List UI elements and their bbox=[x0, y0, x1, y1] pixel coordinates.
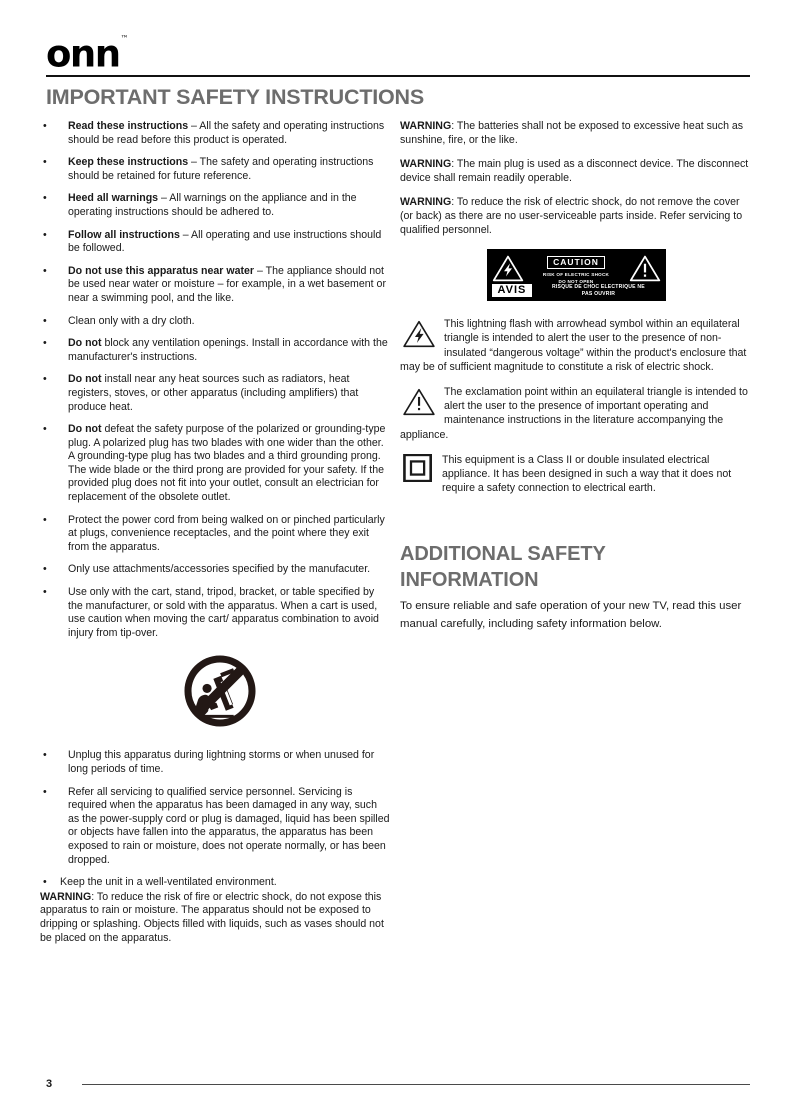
trademark-symbol: ™ bbox=[120, 34, 129, 43]
logo-wordmark: onn bbox=[46, 32, 120, 76]
exclamation-triangle-icon bbox=[402, 387, 436, 417]
bullet-icon: • bbox=[43, 513, 47, 526]
list-item-text: block any ventilation openings. Install in accordance with the manufacturer's instructions. bbox=[68, 337, 388, 363]
list-item bbox=[40, 265, 390, 306]
list-item-text: Clean only with a dry cloth. bbox=[68, 314, 195, 327]
lightning-bolt-triangle-icon bbox=[492, 255, 524, 282]
warning-text: : To reduce the risk of electric shock, do not remove the cover (or back) as there are no user-serviceable parts inside. Refer servicing to qualified personnel. bbox=[400, 196, 743, 236]
list-item bbox=[40, 514, 390, 555]
avis-line-1: RISQUE DE CHOC ELECTRIQUE NE bbox=[552, 284, 645, 291]
list-item-text: Keep the unit in a well-ventilated environment. bbox=[60, 876, 277, 889]
list-item bbox=[40, 876, 390, 890]
warning-text: : The main plug is used as a disconnect device. The disconnect device shall remain readily operable. bbox=[400, 158, 749, 184]
page-footer bbox=[46, 1078, 750, 1090]
bullet-icon: • bbox=[43, 337, 47, 350]
list-item-text: – All warnings on the appliance and in the operating instructions should be adhered to. bbox=[68, 192, 357, 218]
avis-line-2: PAS OUVRIR bbox=[581, 290, 616, 297]
right-column bbox=[400, 120, 752, 633]
list-item bbox=[40, 786, 390, 868]
cart-tipover-figure bbox=[40, 654, 390, 733]
avis-row bbox=[492, 284, 661, 297]
bullet-icon: • bbox=[43, 192, 47, 205]
list-item bbox=[40, 749, 390, 776]
final-warning-paragraph bbox=[40, 891, 390, 945]
list-item-text: Refer all servicing to qualified service personnel. Servicing is required when the apparatus has been damaged in any way, such as the power-supply cord or plug is damaged, liquid has been spilled or objects have fallen into the apparatus, the apparatus has been exposed to rain or moisture, does not operate normally, or has been dropped. bbox=[68, 785, 390, 866]
warning-text: : The batteries shall not be exposed to excessive heat such as sunshine, fire, or the like. bbox=[400, 120, 744, 146]
section-title bbox=[400, 541, 752, 593]
page-number: 3 bbox=[46, 1078, 53, 1090]
list-item bbox=[40, 337, 390, 364]
class-two-double-insulated-icon bbox=[403, 454, 433, 482]
list-item-lead: Do not use this apparatus near water bbox=[68, 264, 255, 277]
list-item-text: Use only with the cart, stand, tripod, bracket, or table specified by the manufacturer, or sold with the apparatus. When a cart is used, use caution when moving the cart/ apparatus combination to avoid injury from tip-over. bbox=[68, 586, 379, 639]
onn-brand-logo bbox=[46, 32, 129, 76]
no-cart-tipover-icon bbox=[183, 654, 257, 728]
list-item-text: – All the safety and operating instructions should be read before this product is operated. bbox=[68, 120, 385, 146]
left-column bbox=[40, 120, 390, 955]
header-divider-rule bbox=[46, 75, 750, 77]
list-item-lead: Follow all instructions bbox=[68, 228, 180, 241]
caution-top-row bbox=[492, 254, 661, 285]
caution-line-1: RISK OF ELECTRIC SHOCK bbox=[542, 271, 610, 277]
warning-paragraph bbox=[400, 120, 752, 147]
bullet-icon: • bbox=[43, 785, 47, 798]
bullet-icon: • bbox=[43, 228, 47, 241]
bullet-icon: • bbox=[43, 586, 47, 599]
list-item-lead: Keep these instructions bbox=[68, 156, 189, 169]
caution-line-2: DO NOT OPEN bbox=[558, 279, 594, 285]
list-item-lead: Heed all warnings bbox=[68, 192, 159, 205]
list-item bbox=[40, 563, 390, 577]
bullet-icon: • bbox=[43, 120, 47, 132]
list-item-text: install near any heat sources such as radiators, heat registers, stoves, or other apparatus (including amplifiers) that produce heat. bbox=[68, 373, 359, 413]
list-item-text: Protect the power cord from being walked on or pinched particularly at plugs, convenience receptacles, and the point where they exit from the apparatus. bbox=[68, 513, 385, 553]
symbol-explanation-block bbox=[400, 453, 752, 496]
list-item bbox=[40, 192, 390, 219]
bullet-icon: • bbox=[43, 563, 47, 576]
warning-label: WARNING bbox=[40, 890, 92, 903]
list-item bbox=[40, 120, 390, 147]
avis-text bbox=[532, 284, 660, 296]
warning-label: WARNING bbox=[400, 120, 452, 132]
warning-paragraph bbox=[400, 158, 752, 185]
bullet-icon: • bbox=[43, 423, 47, 436]
bullet-icon: • bbox=[43, 264, 47, 277]
list-item-lead: Do not bbox=[68, 423, 102, 436]
warning-text: : To reduce the risk of fire or electric shock, do not expose this apparatus to rain or moisture. The apparatus should not be exposed to dripping or splashing. Objects filled with liquids, such as vases should not be placed on the apparatus. bbox=[40, 890, 384, 944]
avis-word: AVIS bbox=[492, 284, 533, 297]
caution-center-text bbox=[524, 252, 629, 285]
bullet-icon: • bbox=[43, 314, 47, 327]
safety-instruction-list-continued bbox=[40, 749, 390, 889]
symbol-explanation-text: This equipment is a Class II or double insulated electrical appliance. It has been designed in such a way that it does not require a safety connection to electrical earth. bbox=[442, 453, 732, 495]
list-item bbox=[40, 156, 390, 183]
warning-label: WARNING bbox=[400, 196, 452, 209]
caution-avis-label bbox=[487, 249, 666, 301]
warning-label: WARNING bbox=[400, 158, 452, 171]
section-body-text: To ensure reliable and safe operation of your new TV, read this user manual carefully, including safety information below. bbox=[400, 600, 742, 631]
list-item bbox=[40, 229, 390, 256]
list-item-text: Unplug this apparatus during lightning storms or when unused for long periods of time. bbox=[68, 749, 375, 775]
list-item-lead: Read these instructions bbox=[68, 120, 189, 132]
warning-paragraph bbox=[400, 196, 752, 237]
symbol-explanation-text: This lightning flash with arrowhead symbol within an equilateral triangle is intended to alert the user to the presence of non-insulated “dangerous voltage” within the product's enclosure that may be of sufficient magnitude to constitute a risk of electric shock. bbox=[400, 318, 747, 373]
additional-safety-section bbox=[400, 541, 752, 633]
list-item-text: – The safety and operating instructions should be retained for future reference. bbox=[68, 156, 374, 182]
bullet-icon: • bbox=[43, 156, 47, 169]
list-item bbox=[40, 586, 390, 640]
section-title-line-2: INFORMATION bbox=[400, 569, 539, 592]
list-item bbox=[40, 315, 390, 329]
list-item-text: defeat the safety purpose of the polarized or grounding-type plug. A polarized plug has two blades with one wider than the other. A grounding-type plug has two blades and a third grounding prong. The wide blade or the third prong are provided for your safety. If the provided plug does not fit into your outlet, consult an electrician for replacement of the obsolete outlet. bbox=[68, 423, 386, 504]
lightning-bolt-triangle-icon bbox=[402, 319, 436, 349]
symbol-explanation-block bbox=[400, 385, 752, 442]
list-item-lead: Do not bbox=[68, 373, 102, 386]
page-header bbox=[46, 32, 750, 76]
list-item bbox=[40, 373, 390, 414]
bullet-icon: • bbox=[43, 749, 47, 762]
list-item-text: – All operating and use instructions should be followed. bbox=[68, 228, 382, 255]
bullet-icon: • bbox=[43, 373, 47, 386]
list-item-text: – The appliance should not be used near water or moisture – for example, in a wet basement or near a swimming pool, and the like. bbox=[68, 264, 386, 304]
list-item-text: Only use attachments/accessories specified by the manufacuter. bbox=[68, 563, 371, 576]
safety-instruction-list bbox=[40, 120, 390, 640]
footer-divider-rule bbox=[82, 1084, 750, 1085]
page-title: IMPORTANT SAFETY INSTRUCTIONS bbox=[46, 85, 425, 109]
section-title-line-1: ADDITIONAL SAFETY bbox=[400, 543, 606, 566]
symbol-explanation-text: The exclamation point within an equilateral triangle is intended to alert the user to the presence of important operating and maintenance instructions in the literature accompanying the appliance. bbox=[400, 385, 748, 441]
exclamation-triangle-icon bbox=[629, 255, 661, 282]
caution-word: CAUTION bbox=[547, 256, 605, 269]
bullet-icon: • bbox=[43, 876, 47, 889]
symbol-explanation-block bbox=[400, 317, 752, 374]
list-item bbox=[40, 423, 390, 505]
list-item-lead: Do not bbox=[68, 337, 102, 350]
